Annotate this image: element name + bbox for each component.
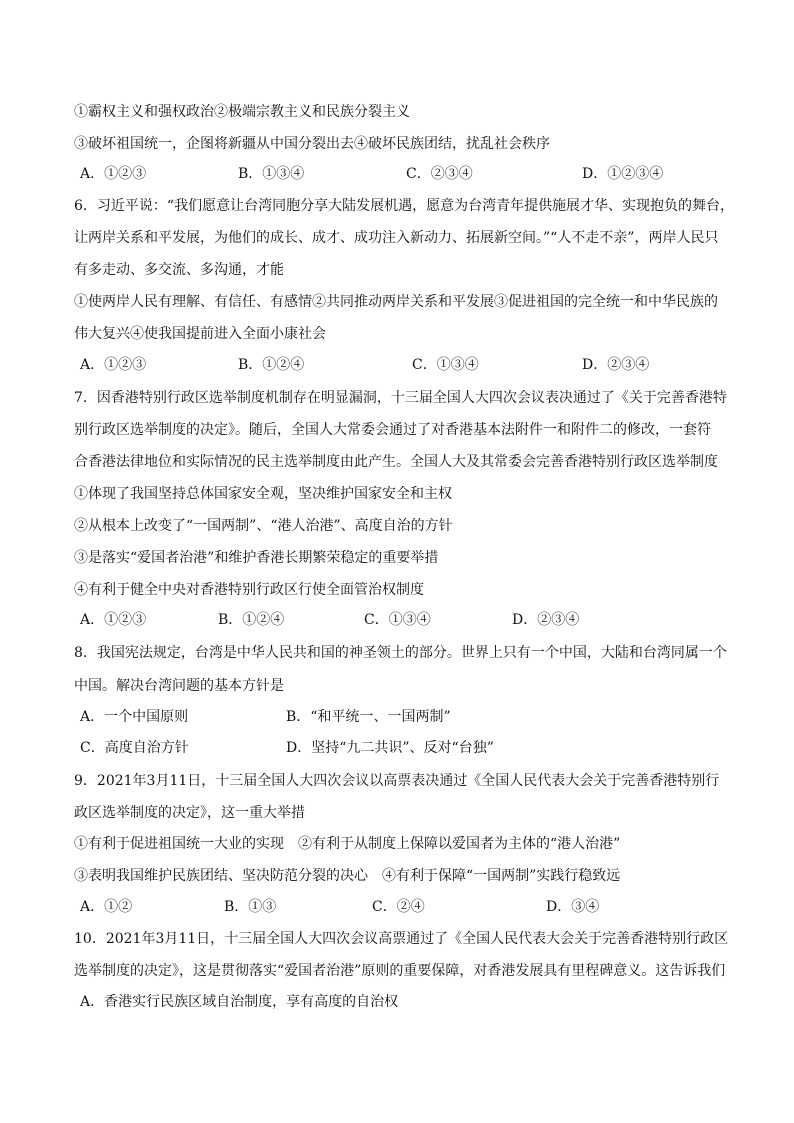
q5-options: [74, 164, 754, 184]
q7-option-d[interactable]: D．②③④: [512, 612, 580, 628]
q6-option-c[interactable]: C．①③④: [412, 357, 479, 373]
q8-stem-line-2: 中国。解决台湾问题的基本方针是: [74, 678, 284, 694]
q8-option-c[interactable]: C．高度自治方针: [80, 740, 189, 756]
q9-option-b[interactable]: B．①③: [224, 899, 277, 915]
q5-option-b[interactable]: B．①③④: [238, 166, 305, 182]
q9-option-d[interactable]: D．③④: [546, 899, 600, 915]
q7-statement-3: ③是落实“爱国者治港”和维护香港长期繁荣稳定的重要举措: [74, 550, 439, 566]
q9-statement-1: ①有利于促进祖国统一大业的实现 ②有利于从制度上保障以爱国者为主体的“港人治港”: [74, 836, 621, 852]
q7-statement-2: ②从根本上改变了“一国两制”、“港人治港”、高度自治的方针: [74, 518, 453, 534]
q9-option-c[interactable]: C．②④: [372, 899, 425, 915]
q10-stem-line-2: 选举制度的决定》，这是贯彻落实“爱国者治港”原则的重要保障，对香港发展具有里程碑意义。这告诉我们: [74, 963, 726, 979]
q8-stem-line-1: 8．我国宪法规定，台湾是中华人民共和国的神圣领土的部分。世界上只有一个中国，大陆和台湾同属一个: [74, 645, 727, 661]
q6-option-b[interactable]: B．①②④: [238, 357, 305, 373]
q8-option-d[interactable]: D．坚持“九二共识”、反对“台独”: [286, 740, 494, 756]
q9-stem-line-1: 9．2021年3月11日，十三届全国人大四次会议以高票表决通过《全国人民代表大会关于完善香港特别行: [74, 773, 720, 789]
q7-option-b[interactable]: B．①②④: [218, 612, 285, 628]
q6-statement-2: 伟大复兴④使我国提前进入全面小康社会: [74, 326, 326, 342]
q10-stem-line-1: 10．2021年3月11日，十三届全国人大四次会议高票通过了《全国人民代表大会关于完善香港特别行政区: [74, 931, 729, 947]
q7-statement-4: ④有利于健全中央对香港特别行政区行使全面管治权制度: [74, 582, 424, 598]
q9-stem-line-2: 政区选举制度的决定》，这一重大举措: [74, 805, 305, 821]
q5-statement-2: ③破坏祖国统一，企图将新疆从中国分裂出去④破坏民族团结，扰乱社会秩序: [74, 136, 550, 152]
q7-option-a[interactable]: A．①②③: [80, 612, 147, 628]
q5-option-d[interactable]: D．①②③④: [582, 166, 664, 182]
q8-options-row-1: [74, 707, 754, 727]
q10-options: [74, 992, 754, 1012]
q7-stem-line-3: 合香港法律地位和实际情况的民主选举制度由此产生。全国人大及其常委会完善香港特别行政区选举制度: [74, 454, 718, 470]
q8-option-a[interactable]: A．一个中国原则: [80, 709, 189, 725]
q5-statement-1: ①霸权主义和强权政治②极端宗教主义和民族分裂主义: [74, 104, 410, 120]
q6-statement-1: ①使两岸人民有理解、有信任、有感情②共同推动两岸关系和平发展③促进祖国的完全统一和中华民族的: [74, 294, 718, 310]
q6-stem-line-3: 有多走动、多交流、多沟通，才能: [74, 262, 284, 278]
q7-statement-1: ①体现了我国坚持总体国家安全观，坚决维护国家安全和主权: [74, 486, 452, 502]
q8-option-b[interactable]: B．“和平统一、一国两制”: [286, 709, 451, 725]
q6-option-a[interactable]: A．①②③: [80, 357, 147, 373]
q7-stem-line-1: 7．因香港特别行政区选举制度机制存在明显漏洞，十三届全国人大四次会议表决通过了《关于完善香港特: [74, 390, 727, 406]
q10-option-a[interactable]: A．香港实行民族区域自治制度，享有高度的自治权: [80, 994, 399, 1010]
q6-stem-line-2: 让两岸关系和平发展，为他们的成长、成才、成功注入新动力、拓展新空间。”“人不走不亲”，两岸人民只: [74, 230, 719, 246]
q6-option-d[interactable]: D．②③④: [582, 357, 650, 373]
q6-options: [74, 355, 754, 375]
q5-option-c[interactable]: C．②③④: [406, 166, 473, 182]
q7-stem-line-2: 别行政区选举制度的决定》。随后，全国人大常委会通过了对香港基本法附件一和附件二的修改，一套符: [74, 422, 711, 438]
q9-statement-2: ③表明我国维护民族团结、坚决防范分裂的决心 ④有利于保障“一国两制”实践行稳致远: [74, 868, 621, 884]
q7-options: [74, 610, 754, 630]
q5-option-a[interactable]: A．①②③: [80, 166, 147, 182]
q7-option-c[interactable]: C．①③④: [364, 612, 431, 628]
q9-option-a[interactable]: A．①②: [80, 899, 133, 915]
q8-options-row-2: [74, 738, 754, 758]
q9-options: [74, 897, 754, 917]
q6-stem-line-1: 6．习近平说：“我们愿意让台湾同胞分享大陆发展机遇，愿意为台湾青年提供施展才华、实现抱负的舞台，: [74, 198, 735, 214]
